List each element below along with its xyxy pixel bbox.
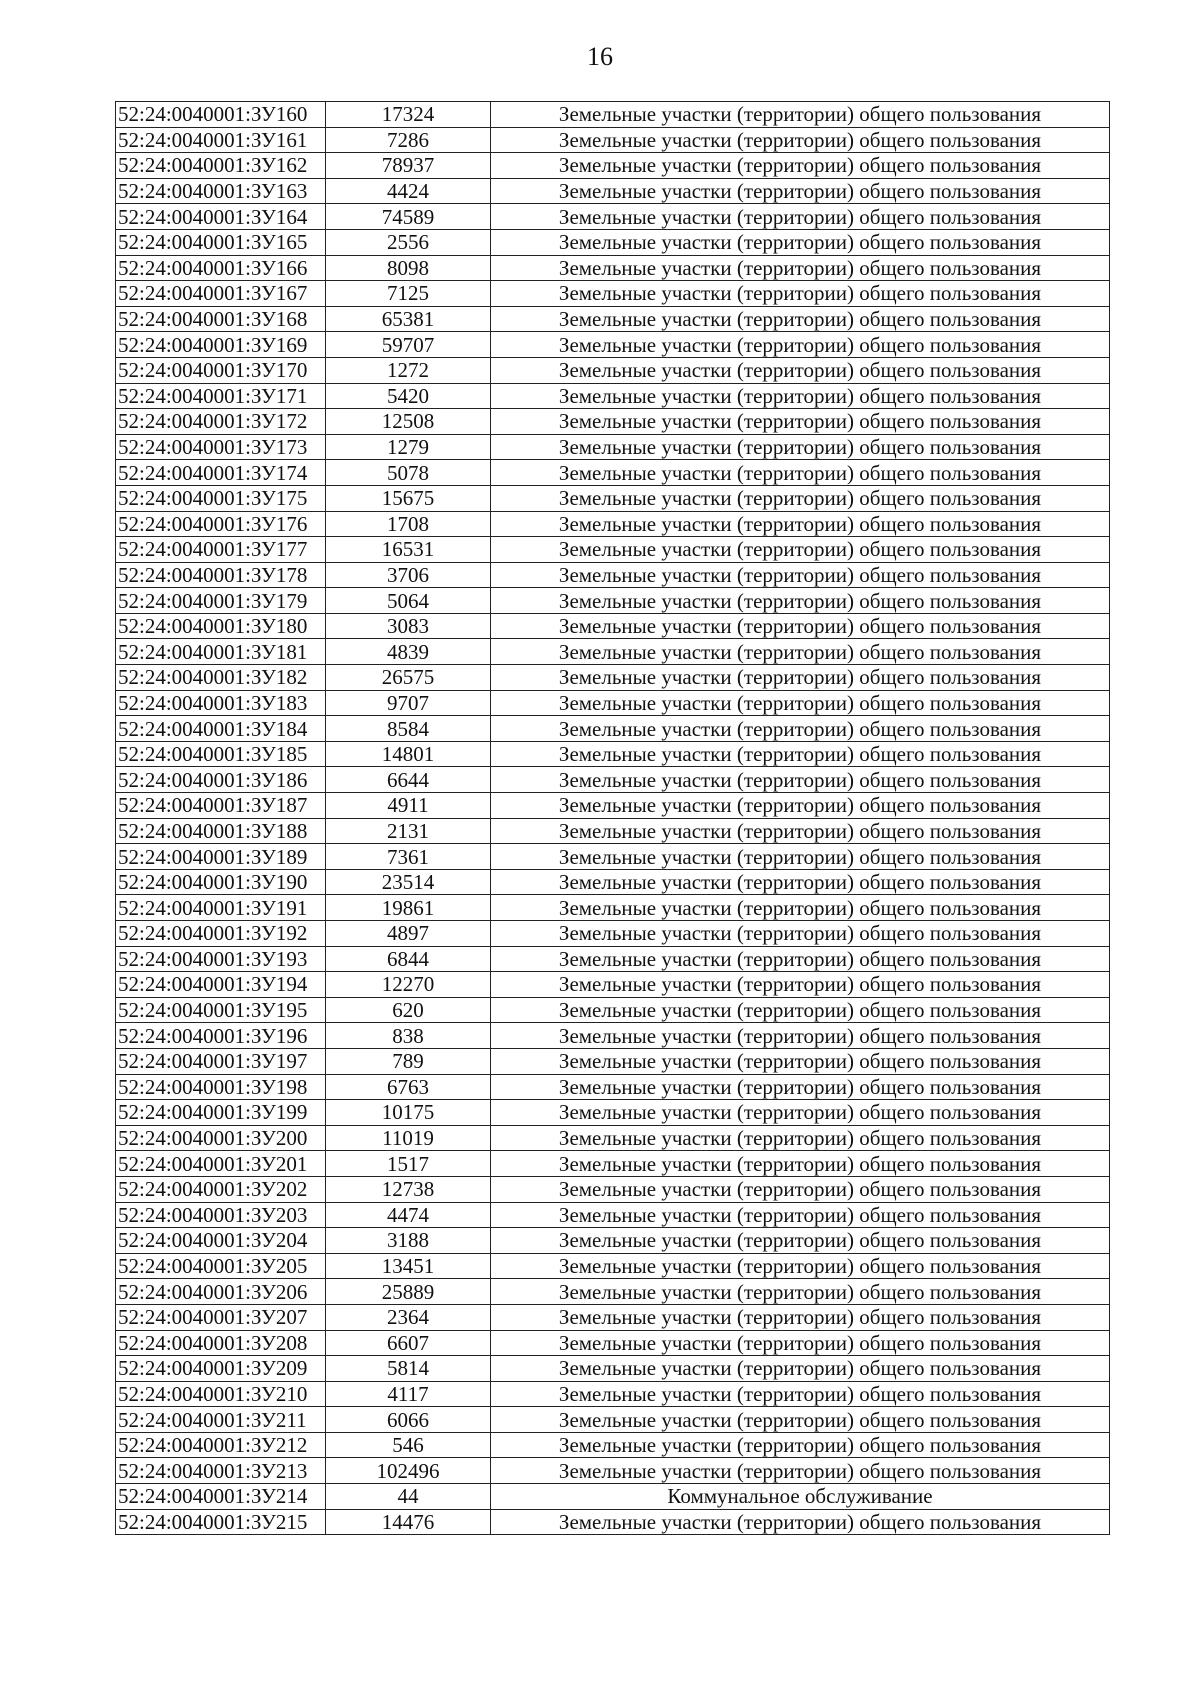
area-cell: 789 — [326, 1048, 491, 1074]
cadastral-number-cell: 52:24:0040001:ЗУ163 — [116, 178, 326, 204]
area-cell: 25889 — [326, 1279, 491, 1305]
permitted-use-cell: Земельные участки (территории) общего пользования — [491, 306, 1110, 332]
cadastral-number-cell: 52:24:0040001:ЗУ206 — [116, 1279, 326, 1305]
permitted-use-cell: Земельные участки (территории) общего пользования — [491, 229, 1110, 255]
cadastral-number-cell: 52:24:0040001:ЗУ172 — [116, 409, 326, 435]
table-row — [116, 306, 1110, 332]
table-row — [116, 204, 1110, 230]
table-row — [116, 485, 1110, 511]
permitted-use-cell: Земельные участки (территории) общего пользования — [491, 255, 1110, 281]
permitted-use-cell: Земельные участки (территории) общего пользования — [491, 844, 1110, 870]
table-row — [116, 767, 1110, 793]
cadastral-number-cell: 52:24:0040001:ЗУ171 — [116, 383, 326, 409]
table-row — [116, 1253, 1110, 1279]
area-cell: 44 — [326, 1484, 491, 1510]
cadastral-number-cell: 52:24:0040001:ЗУ192 — [116, 921, 326, 947]
cadastral-number-cell: 52:24:0040001:ЗУ207 — [116, 1304, 326, 1330]
cadastral-number-cell: 52:24:0040001:ЗУ166 — [116, 255, 326, 281]
permitted-use-cell: Земельные участки (территории) общего пользования — [491, 1381, 1110, 1407]
area-cell: 12270 — [326, 972, 491, 998]
cadastral-number-cell: 52:24:0040001:ЗУ201 — [116, 1151, 326, 1177]
cadastral-number-cell: 52:24:0040001:ЗУ179 — [116, 588, 326, 614]
table-row — [116, 1100, 1110, 1126]
area-cell: 59707 — [326, 332, 491, 358]
cadastral-number-cell: 52:24:0040001:ЗУ193 — [116, 946, 326, 972]
permitted-use-cell: Земельные участки (территории) общего пользования — [491, 1125, 1110, 1151]
permitted-use-cell: Земельные участки (территории) общего пользования — [491, 1509, 1110, 1535]
area-cell: 16531 — [326, 537, 491, 563]
area-cell: 15675 — [326, 485, 491, 511]
area-cell: 65381 — [326, 306, 491, 332]
permitted-use-cell: Земельные участки (территории) общего пользования — [491, 332, 1110, 358]
cadastral-number-cell: 52:24:0040001:ЗУ178 — [116, 562, 326, 588]
area-cell: 26575 — [326, 665, 491, 691]
table-row — [116, 460, 1110, 486]
permitted-use-cell: Земельные участки (территории) общего пользования — [491, 1432, 1110, 1458]
cadastral-number-cell: 52:24:0040001:ЗУ211 — [116, 1407, 326, 1433]
permitted-use-cell: Земельные участки (территории) общего пользования — [491, 793, 1110, 819]
cadastral-number-cell: 52:24:0040001:ЗУ182 — [116, 665, 326, 691]
table-row — [116, 1304, 1110, 1330]
cadastral-number-cell: 52:24:0040001:ЗУ208 — [116, 1330, 326, 1356]
area-cell: 7125 — [326, 281, 491, 307]
cadastral-number-cell: 52:24:0040001:ЗУ188 — [116, 818, 326, 844]
area-cell: 4117 — [326, 1381, 491, 1407]
area-cell: 8098 — [326, 255, 491, 281]
permitted-use-cell: Земельные участки (территории) общего пользования — [491, 1330, 1110, 1356]
table-row — [116, 946, 1110, 972]
permitted-use-cell: Земельные участки (территории) общего пользования — [491, 741, 1110, 767]
area-cell: 2131 — [326, 818, 491, 844]
permitted-use-cell: Земельные участки (территории) общего пользования — [491, 716, 1110, 742]
permitted-use-cell: Земельные участки (территории) общего пользования — [491, 895, 1110, 921]
cadastral-number-cell: 52:24:0040001:ЗУ167 — [116, 281, 326, 307]
area-cell: 19861 — [326, 895, 491, 921]
permitted-use-cell: Земельные участки (территории) общего пользования — [491, 383, 1110, 409]
table-row — [116, 1509, 1110, 1535]
permitted-use-cell: Земельные участки (территории) общего пользования — [491, 639, 1110, 665]
permitted-use-cell: Земельные участки (территории) общего пользования — [491, 972, 1110, 998]
permitted-use-cell: Земельные участки (территории) общего пользования — [491, 153, 1110, 179]
cadastral-number-cell: 52:24:0040001:ЗУ214 — [116, 1484, 326, 1510]
table-row — [116, 588, 1110, 614]
cadastral-number-cell: 52:24:0040001:ЗУ184 — [116, 716, 326, 742]
cadastral-number-cell: 52:24:0040001:ЗУ190 — [116, 869, 326, 895]
table-row — [116, 1407, 1110, 1433]
permitted-use-cell: Земельные участки (территории) общего пользования — [491, 1458, 1110, 1484]
area-cell: 17324 — [326, 102, 491, 128]
table-row — [116, 383, 1110, 409]
cadastral-number-cell: 52:24:0040001:ЗУ191 — [116, 895, 326, 921]
area-cell: 6066 — [326, 1407, 491, 1433]
permitted-use-cell: Земельные участки (территории) общего пользования — [491, 178, 1110, 204]
permitted-use-cell: Земельные участки (территории) общего пользования — [491, 460, 1110, 486]
permitted-use-cell: Земельные участки (территории) общего пользования — [491, 485, 1110, 511]
permitted-use-cell: Земельные участки (территории) общего пользования — [491, 1074, 1110, 1100]
table-row — [116, 178, 1110, 204]
table-row — [116, 921, 1110, 947]
permitted-use-cell: Земельные участки (территории) общего пользования — [491, 665, 1110, 691]
area-cell: 74589 — [326, 204, 491, 230]
table-row — [116, 1048, 1110, 1074]
area-cell: 7361 — [326, 844, 491, 870]
table-row — [116, 1432, 1110, 1458]
area-cell: 9707 — [326, 690, 491, 716]
cadastral-number-cell: 52:24:0040001:ЗУ194 — [116, 972, 326, 998]
area-cell: 10175 — [326, 1100, 491, 1126]
permitted-use-cell: Земельные участки (территории) общего пользования — [491, 613, 1110, 639]
cadastral-number-cell: 52:24:0040001:ЗУ204 — [116, 1228, 326, 1254]
permitted-use-cell: Земельные участки (территории) общего пользования — [491, 537, 1110, 563]
table-row — [116, 972, 1110, 998]
table-row — [116, 895, 1110, 921]
permitted-use-cell: Земельные участки (территории) общего пользования — [491, 869, 1110, 895]
table-row — [116, 741, 1110, 767]
area-cell: 546 — [326, 1432, 491, 1458]
cadastral-number-cell: 52:24:0040001:ЗУ176 — [116, 511, 326, 537]
permitted-use-cell: Земельные участки (территории) общего пользования — [491, 434, 1110, 460]
area-cell: 11019 — [326, 1125, 491, 1151]
area-cell: 620 — [326, 997, 491, 1023]
permitted-use-cell: Земельные участки (территории) общего пользования — [491, 921, 1110, 947]
permitted-use-cell: Земельные участки (территории) общего пользования — [491, 409, 1110, 435]
permitted-use-cell: Земельные участки (территории) общего пользования — [491, 102, 1110, 128]
permitted-use-cell: Земельные участки (территории) общего пользования — [491, 1279, 1110, 1305]
table-row — [116, 1356, 1110, 1382]
area-cell: 4839 — [326, 639, 491, 665]
cadastral-number-cell: 52:24:0040001:ЗУ168 — [116, 306, 326, 332]
permitted-use-cell: Земельные участки (территории) общего пользования — [491, 1356, 1110, 1382]
cadastral-number-cell: 52:24:0040001:ЗУ212 — [116, 1432, 326, 1458]
cadastral-number-cell: 52:24:0040001:ЗУ203 — [116, 1202, 326, 1228]
table-row — [116, 690, 1110, 716]
cadastral-number-cell: 52:24:0040001:ЗУ195 — [116, 997, 326, 1023]
cadastral-number-cell: 52:24:0040001:ЗУ160 — [116, 102, 326, 128]
area-cell: 5064 — [326, 588, 491, 614]
area-cell: 3188 — [326, 1228, 491, 1254]
table-row — [116, 639, 1110, 665]
table-row — [116, 255, 1110, 281]
cadastral-number-cell: 52:24:0040001:ЗУ202 — [116, 1176, 326, 1202]
permitted-use-cell: Земельные участки (территории) общего пользования — [491, 1151, 1110, 1177]
table-row — [116, 869, 1110, 895]
permitted-use-cell: Земельные участки (территории) общего пользования — [491, 1202, 1110, 1228]
table-row — [116, 434, 1110, 460]
cadastral-number-cell: 52:24:0040001:ЗУ177 — [116, 537, 326, 563]
cadastral-number-cell: 52:24:0040001:ЗУ209 — [116, 1356, 326, 1382]
permitted-use-cell: Земельные участки (территории) общего пользования — [491, 511, 1110, 537]
cadastral-number-cell: 52:24:0040001:ЗУ197 — [116, 1048, 326, 1074]
cadastral-number-cell: 52:24:0040001:ЗУ187 — [116, 793, 326, 819]
area-cell: 1708 — [326, 511, 491, 537]
permitted-use-cell: Земельные участки (территории) общего пользования — [491, 690, 1110, 716]
area-cell: 2556 — [326, 229, 491, 255]
permitted-use-cell: Земельные участки (территории) общего пользования — [491, 1100, 1110, 1126]
area-cell: 6644 — [326, 767, 491, 793]
table-row — [116, 1176, 1110, 1202]
area-cell: 4474 — [326, 1202, 491, 1228]
cadastral-number-cell: 52:24:0040001:ЗУ189 — [116, 844, 326, 870]
cadastral-number-cell: 52:24:0040001:ЗУ164 — [116, 204, 326, 230]
area-cell: 12508 — [326, 409, 491, 435]
area-cell: 838 — [326, 1023, 491, 1049]
permitted-use-cell: Земельные участки (территории) общего пользования — [491, 562, 1110, 588]
cadastral-number-cell: 52:24:0040001:ЗУ199 — [116, 1100, 326, 1126]
permitted-use-cell: Земельные участки (территории) общего пользования — [491, 127, 1110, 153]
cadastral-number-cell: 52:24:0040001:ЗУ170 — [116, 357, 326, 383]
table-row — [116, 153, 1110, 179]
table-row — [116, 844, 1110, 870]
permitted-use-cell: Земельные участки (территории) общего пользования — [491, 204, 1110, 230]
table-row — [116, 1381, 1110, 1407]
table-row — [116, 409, 1110, 435]
permitted-use-cell: Земельные участки (территории) общего пользования — [491, 1407, 1110, 1433]
permitted-use-cell: Земельные участки (территории) общего пользования — [491, 997, 1110, 1023]
area-cell: 14801 — [326, 741, 491, 767]
permitted-use-cell: Земельные участки (территории) общего пользования — [491, 1176, 1110, 1202]
table-row — [116, 102, 1110, 128]
permitted-use-cell: Земельные участки (территории) общего пользования — [491, 1253, 1110, 1279]
table-row — [116, 1202, 1110, 1228]
permitted-use-cell: Коммунальное обслуживание — [491, 1484, 1110, 1510]
area-cell: 2364 — [326, 1304, 491, 1330]
permitted-use-cell: Земельные участки (территории) общего пользования — [491, 588, 1110, 614]
permitted-use-cell: Земельные участки (территории) общего пользования — [491, 946, 1110, 972]
permitted-use-cell: Земельные участки (территории) общего пользования — [491, 1048, 1110, 1074]
area-cell: 12738 — [326, 1176, 491, 1202]
table-row — [116, 537, 1110, 563]
permitted-use-cell: Земельные участки (территории) общего пользования — [491, 1023, 1110, 1049]
area-cell: 4911 — [326, 793, 491, 819]
cadastral-number-cell: 52:24:0040001:ЗУ185 — [116, 741, 326, 767]
cadastral-number-cell: 52:24:0040001:ЗУ161 — [116, 127, 326, 153]
table-row — [116, 1484, 1110, 1510]
area-cell: 23514 — [326, 869, 491, 895]
table-row — [116, 1151, 1110, 1177]
cadastral-number-cell: 52:24:0040001:ЗУ174 — [116, 460, 326, 486]
permitted-use-cell: Земельные участки (территории) общего пользования — [491, 1304, 1110, 1330]
table-row — [116, 511, 1110, 537]
permitted-use-cell: Земельные участки (территории) общего пользования — [491, 818, 1110, 844]
area-cell: 6607 — [326, 1330, 491, 1356]
permitted-use-cell: Земельные участки (территории) общего пользования — [491, 281, 1110, 307]
area-cell: 78937 — [326, 153, 491, 179]
cadastral-number-cell: 52:24:0040001:ЗУ215 — [116, 1509, 326, 1535]
area-cell: 4897 — [326, 921, 491, 947]
table-row — [116, 127, 1110, 153]
permitted-use-cell: Земельные участки (территории) общего пользования — [491, 767, 1110, 793]
area-cell: 5420 — [326, 383, 491, 409]
cadastral-number-cell: 52:24:0040001:ЗУ205 — [116, 1253, 326, 1279]
table-row — [116, 818, 1110, 844]
cadastral-number-cell: 52:24:0040001:ЗУ198 — [116, 1074, 326, 1100]
area-cell: 14476 — [326, 1509, 491, 1535]
area-cell: 1272 — [326, 357, 491, 383]
page-number: 16 — [587, 42, 613, 71]
area-cell: 6844 — [326, 946, 491, 972]
area-cell: 13451 — [326, 1253, 491, 1279]
land-parcels-table — [115, 101, 1110, 1535]
table-row — [116, 1023, 1110, 1049]
cadastral-number-cell: 52:24:0040001:ЗУ173 — [116, 434, 326, 460]
cadastral-number-cell: 52:24:0040001:ЗУ180 — [116, 613, 326, 639]
cadastral-number-cell: 52:24:0040001:ЗУ165 — [116, 229, 326, 255]
cadastral-number-cell: 52:24:0040001:ЗУ186 — [116, 767, 326, 793]
table-row — [116, 1074, 1110, 1100]
table-row — [116, 997, 1110, 1023]
cadastral-number-cell: 52:24:0040001:ЗУ213 — [116, 1458, 326, 1484]
table-row — [116, 229, 1110, 255]
table-row — [116, 793, 1110, 819]
land-parcels-table-body — [116, 102, 1110, 1535]
area-cell: 5078 — [326, 460, 491, 486]
area-cell: 1517 — [326, 1151, 491, 1177]
table-row — [116, 613, 1110, 639]
cadastral-number-cell: 52:24:0040001:ЗУ162 — [116, 153, 326, 179]
cadastral-number-cell: 52:24:0040001:ЗУ200 — [116, 1125, 326, 1151]
cadastral-number-cell: 52:24:0040001:ЗУ169 — [116, 332, 326, 358]
table-row — [116, 716, 1110, 742]
area-cell: 5814 — [326, 1356, 491, 1382]
table-row — [116, 357, 1110, 383]
area-cell: 7286 — [326, 127, 491, 153]
area-cell: 102496 — [326, 1458, 491, 1484]
table-row — [116, 332, 1110, 358]
table-row — [116, 1330, 1110, 1356]
area-cell: 3706 — [326, 562, 491, 588]
cadastral-number-cell: 52:24:0040001:ЗУ196 — [116, 1023, 326, 1049]
area-cell: 8584 — [326, 716, 491, 742]
table-row — [116, 1228, 1110, 1254]
cadastral-number-cell: 52:24:0040001:ЗУ181 — [116, 639, 326, 665]
area-cell: 4424 — [326, 178, 491, 204]
permitted-use-cell: Земельные участки (территории) общего пользования — [491, 357, 1110, 383]
table-row — [116, 1279, 1110, 1305]
area-cell: 6763 — [326, 1074, 491, 1100]
table-row — [116, 665, 1110, 691]
cadastral-number-cell: 52:24:0040001:ЗУ183 — [116, 690, 326, 716]
permitted-use-cell: Земельные участки (территории) общего пользования — [491, 1228, 1110, 1254]
table-row — [116, 1125, 1110, 1151]
table-row — [116, 1458, 1110, 1484]
table-row — [116, 281, 1110, 307]
cadastral-number-cell: 52:24:0040001:ЗУ210 — [116, 1381, 326, 1407]
table-row — [116, 562, 1110, 588]
area-cell: 3083 — [326, 613, 491, 639]
area-cell: 1279 — [326, 434, 491, 460]
cadastral-number-cell: 52:24:0040001:ЗУ175 — [116, 485, 326, 511]
